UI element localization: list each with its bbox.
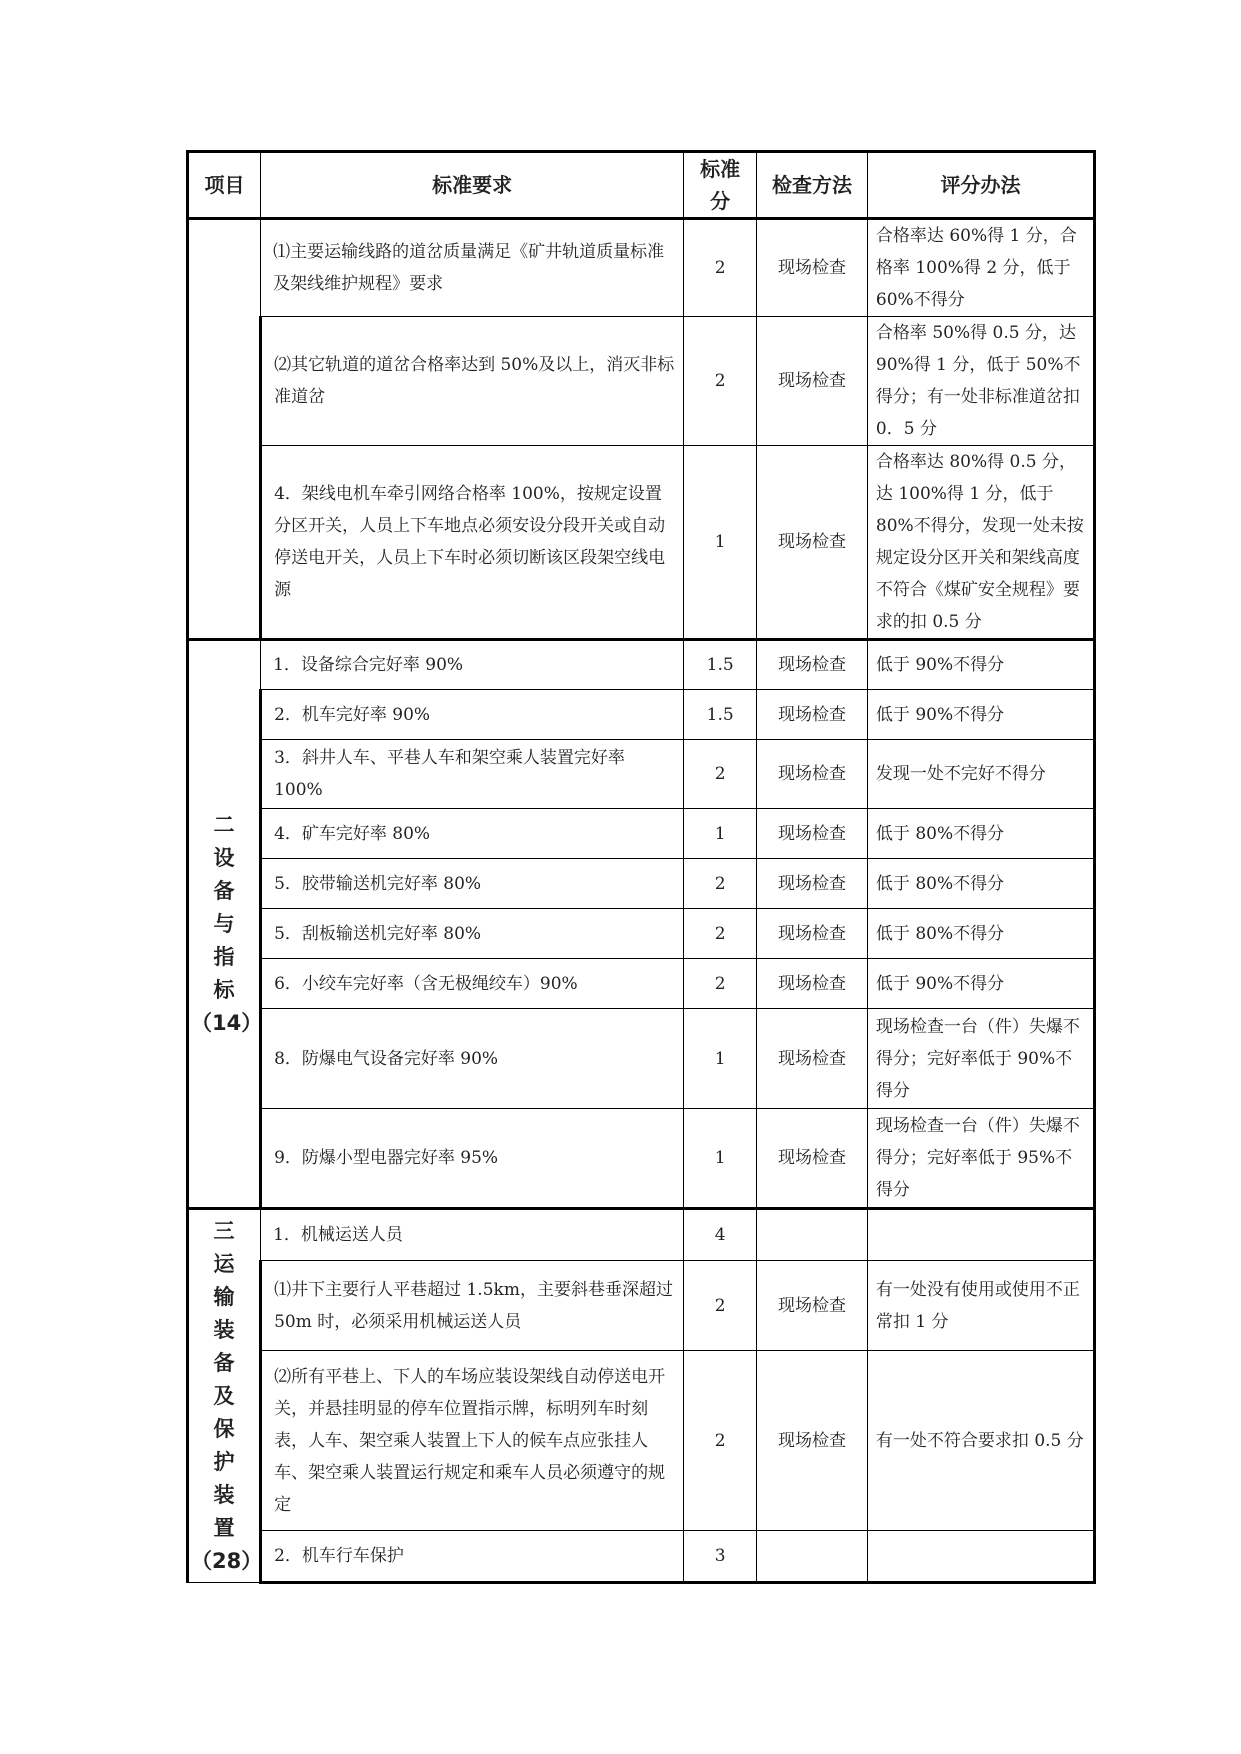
section3-title-char: （28） (191, 1548, 263, 1573)
table-row (188, 1109, 1095, 1209)
requirement-cell: 1．机械运送人员 (261, 1209, 684, 1261)
method-cell: 现场检查 (757, 909, 868, 959)
table-row (188, 909, 1095, 959)
requirement-cell: 4．架线电机车牵引网络合格率 100%，按规定设置分区开关，人员上下车地点必须安设分段开关或自动停送电开关，人员上下车时必须切断该区段架空线电源 (261, 446, 684, 640)
scoring-table (186, 150, 1096, 1584)
section2-title-char: 设 (213, 845, 235, 870)
section3-title-char: 保 (213, 1416, 235, 1441)
header-method: 检查方法 (757, 152, 868, 219)
section2-title-char: （14） (191, 1010, 263, 1035)
points-cell: 2 (684, 1261, 757, 1351)
method-cell (757, 1531, 868, 1583)
scoring-cell: 低于 80%不得分 (867, 859, 1094, 909)
section2-title (188, 640, 261, 1209)
section1-item-cell (188, 219, 261, 640)
requirement-cell: 8．防爆电气设备完好率 90% (261, 1009, 684, 1109)
section3-title-char: 护 (213, 1449, 235, 1474)
scoring-cell: 低于 90%不得分 (867, 690, 1094, 740)
scoring-cell: 合格率达 80%得 0.5 分，达 100%得 1 分，低于 80%不得分，发现一处未按规定设分区开关和架线高度不符合《煤矿安全规程》要求的扣 0.5 分 (867, 446, 1094, 640)
table-row (188, 1351, 1095, 1531)
method-cell: 现场检查 (757, 809, 868, 859)
points-cell: 1 (684, 1009, 757, 1109)
points-cell: 4 (684, 1209, 757, 1261)
scoring-cell: 低于 80%不得分 (867, 809, 1094, 859)
table-row (188, 640, 1095, 690)
requirement-cell: ⑴井下主要行人平巷超过 1.5km，主要斜巷垂深超过 50m 时，必须采用机械运送人员 (261, 1261, 684, 1351)
section3-title-char: 装 (213, 1482, 235, 1507)
points-cell: 1.5 (684, 690, 757, 740)
method-cell: 现场检查 (757, 740, 868, 809)
points-cell: 2 (684, 1351, 757, 1531)
scoring-cell (867, 1531, 1094, 1583)
header-requirement: 标准要求 (261, 152, 684, 219)
points-cell: 2 (684, 740, 757, 809)
scoring-cell: 发现一处不完好不得分 (867, 740, 1094, 809)
section2-title-char: 指 (213, 944, 235, 969)
points-cell: 1 (684, 1109, 757, 1209)
method-cell: 现场检查 (757, 859, 868, 909)
points-cell: 2 (684, 219, 757, 317)
requirement-cell: 5．刮板输送机完好率 80% (261, 909, 684, 959)
scoring-cell (867, 1209, 1094, 1261)
scoring-cell: 低于 90%不得分 (867, 640, 1094, 690)
section3-title (188, 1209, 261, 1583)
scoring-cell: 合格率 50%得 0.5 分，达 90%得 1 分，低于 50%不得分；有一处非标准道岔扣 0．5 分 (867, 317, 1094, 446)
points-cell: 2 (684, 859, 757, 909)
requirement-cell: 4．矿车完好率 80% (261, 809, 684, 859)
section3-title-char: 及 (213, 1383, 235, 1408)
method-cell: 现场检查 (757, 640, 868, 690)
table-row (188, 740, 1095, 809)
table-row (188, 446, 1095, 640)
method-cell: 现场检查 (757, 219, 868, 317)
points-cell: 2 (684, 317, 757, 446)
table-row (188, 219, 1095, 317)
table-row (188, 1209, 1095, 1261)
method-cell (757, 1209, 868, 1261)
requirement-cell: ⑵其它轨道的道岔合格率达到 50%及以上，消灭非标准道岔 (261, 317, 684, 446)
method-cell: 现场检查 (757, 1009, 868, 1109)
requirement-cell: 3．斜井人车、平巷人车和架空乘人装置完好率 100% (261, 740, 684, 809)
points-cell: 2 (684, 959, 757, 1009)
points-cell: 1 (684, 446, 757, 640)
requirement-cell: 1．设备综合完好率 90% (261, 640, 684, 690)
section3-title-char: 置 (213, 1515, 235, 1540)
section3-title-char: 输 (213, 1284, 235, 1309)
method-cell: 现场检查 (757, 1351, 868, 1531)
method-cell: 现场检查 (757, 1109, 868, 1209)
scoring-cell: 现场检查一台（件）失爆不得分；完好率低于 90%不得分 (867, 1009, 1094, 1109)
requirement-cell: 5．胶带输送机完好率 80% (261, 859, 684, 909)
method-cell: 现场检查 (757, 317, 868, 446)
table-row (188, 1009, 1095, 1109)
points-cell: 2 (684, 909, 757, 959)
scoring-cell: 低于 90%不得分 (867, 959, 1094, 1009)
table-row (188, 1531, 1095, 1583)
method-cell: 现场检查 (757, 690, 868, 740)
requirement-cell: ⑵所有平巷上、下人的车场应装设架线自动停送电开关，并悬挂明显的停车位置指示牌，标明列车时刻表，人车、架空乘人装置上下人的候车点应张挂人车、架空乘人装置运行规定和乘车人员必须遵守的规定 (261, 1351, 684, 1531)
scoring-cell: 有一处没有使用或使用不正常扣 1 分 (867, 1261, 1094, 1351)
table-row (188, 690, 1095, 740)
scoring-cell: 低于 80%不得分 (867, 909, 1094, 959)
table-row (188, 1261, 1095, 1351)
requirement-cell: 6．小绞车完好率（含无极绳绞车）90% (261, 959, 684, 1009)
header-points: 标准分 (684, 152, 757, 219)
table-row (188, 859, 1095, 909)
section3-title-char: 运 (213, 1251, 235, 1276)
scoring-cell: 现场检查一台（件）失爆不得分；完好率低于 95%不得分 (867, 1109, 1094, 1209)
section3-title-char: 备 (213, 1350, 235, 1375)
table-row (188, 809, 1095, 859)
section2-title-char: 与 (213, 911, 235, 936)
requirement-cell: 2．机车完好率 90% (261, 690, 684, 740)
requirement-cell: ⑴主要运输线路的道岔质量满足《矿井轨道质量标准及架线维护规程》要求 (261, 219, 684, 317)
method-cell: 现场检查 (757, 446, 868, 640)
table-row (188, 959, 1095, 1009)
section2-title-char: 标 (213, 977, 235, 1002)
points-cell: 1.5 (684, 640, 757, 690)
table-header-row (188, 152, 1095, 219)
requirement-cell: 2．机车行车保护 (261, 1531, 684, 1583)
scoring-cell: 有一处不符合要求扣 0.5 分 (867, 1351, 1094, 1531)
header-item: 项目 (188, 152, 261, 219)
section3-title-char: 装 (213, 1317, 235, 1342)
method-cell: 现场检查 (757, 1261, 868, 1351)
scoring-cell: 合格率达 60%得 1 分，合格率 100%得 2 分，低于 60%不得分 (867, 219, 1094, 317)
requirement-cell: 9．防爆小型电器完好率 95% (261, 1109, 684, 1209)
table-row (188, 317, 1095, 446)
section3-title-char: 三 (213, 1218, 235, 1243)
points-cell: 3 (684, 1531, 757, 1583)
points-cell: 1 (684, 809, 757, 859)
section2-title-char: 备 (213, 878, 235, 903)
section2-title-char: 二 (213, 812, 235, 837)
method-cell: 现场检查 (757, 959, 868, 1009)
header-scoring: 评分办法 (867, 152, 1094, 219)
